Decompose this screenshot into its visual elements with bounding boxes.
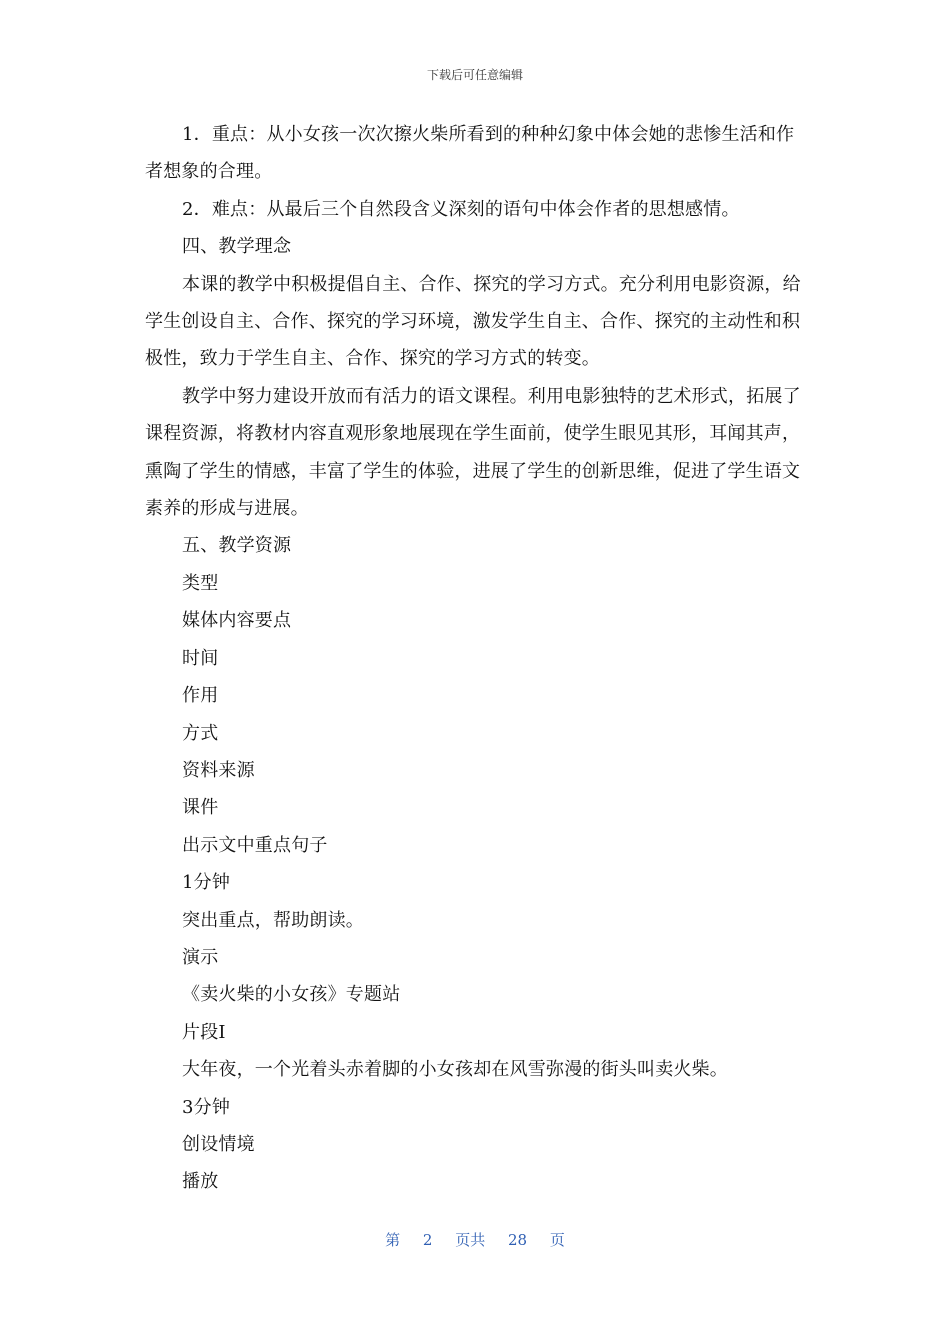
page-footer-ye-gong: 页共 — [455, 1231, 486, 1249]
list-item: 大年夜，一个光着头赤着脚的小女孩却在风雪弥漫的街头叫卖火柴。 — [182, 1059, 728, 1081]
section-heading-teaching-philosophy: 四、教学理念 — [182, 236, 292, 258]
paragraph-key-point: 1．重点：从小女孩一次次擦火柴所看到的种种幻象中体会她的悲惨生活和作者想象的合理。 — [145, 124, 795, 183]
list-item: 播放 — [182, 1171, 219, 1193]
paragraph-open-curriculum: 教学中努力建设开放而有活力的语文课程。利用电影独特的艺术形式，拓展了课程资源，将教材内容直观形象地展现在学生面前，使学生眼见其形，耳闻其声，熏陶了学生的情感，丰富了学生的体验，进展了学生的创新思维，促进了学生语文素养的形成与进展。 — [145, 385, 801, 520]
list-item: 出示文中重点句子 — [182, 834, 328, 856]
list-item: 片段Ⅰ — [182, 1021, 226, 1043]
list-item: 资料来源 — [182, 759, 255, 781]
list-item: 创设情境 — [182, 1133, 255, 1155]
list-item: 类型 — [182, 572, 219, 594]
paragraph-difficult-point: 2．难点：从最后三个自然段含义深刻的语句中体会作者的思想感情。 — [182, 198, 740, 220]
page-total: 28 — [508, 1231, 528, 1249]
list-item: 时间 — [182, 647, 219, 669]
teaching-resources-list — [145, 527, 809, 1200]
page-footer-di: 第 — [385, 1231, 401, 1249]
paragraph-learning-method: 本课的教学中积极提倡自主、合作、探究的学习方式。充分利用电影资源，给学生创设自主、合作、探究的学习环境，激发学生自主、合作、探究的主动性和积极性，致力于学生自主、合作、探究的学习方式的转变。 — [145, 273, 801, 370]
list-item: 1分钟 — [182, 872, 231, 894]
page-footer-ye: 页 — [549, 1231, 565, 1249]
list-item: 方式 — [182, 722, 219, 744]
list-item: 3分钟 — [182, 1096, 231, 1118]
list-item: 媒体内容要点 — [182, 610, 292, 632]
list-item: 《卖火柴的小女孩》专题站 — [182, 984, 401, 1006]
page-header-note: 下载后可任意编辑 — [426, 68, 523, 82]
list-item: 演示 — [182, 946, 219, 968]
page-footer — [0, 1229, 950, 1250]
list-item: 作用 — [182, 685, 219, 707]
page-number: 2 — [422, 1231, 433, 1249]
list-item: 突出重点，帮助朗读。 — [182, 909, 364, 931]
list-item: 课件 — [182, 797, 219, 819]
document-body — [145, 116, 809, 1201]
section-heading-teaching-resources: 五、教学资源 — [182, 535, 292, 557]
